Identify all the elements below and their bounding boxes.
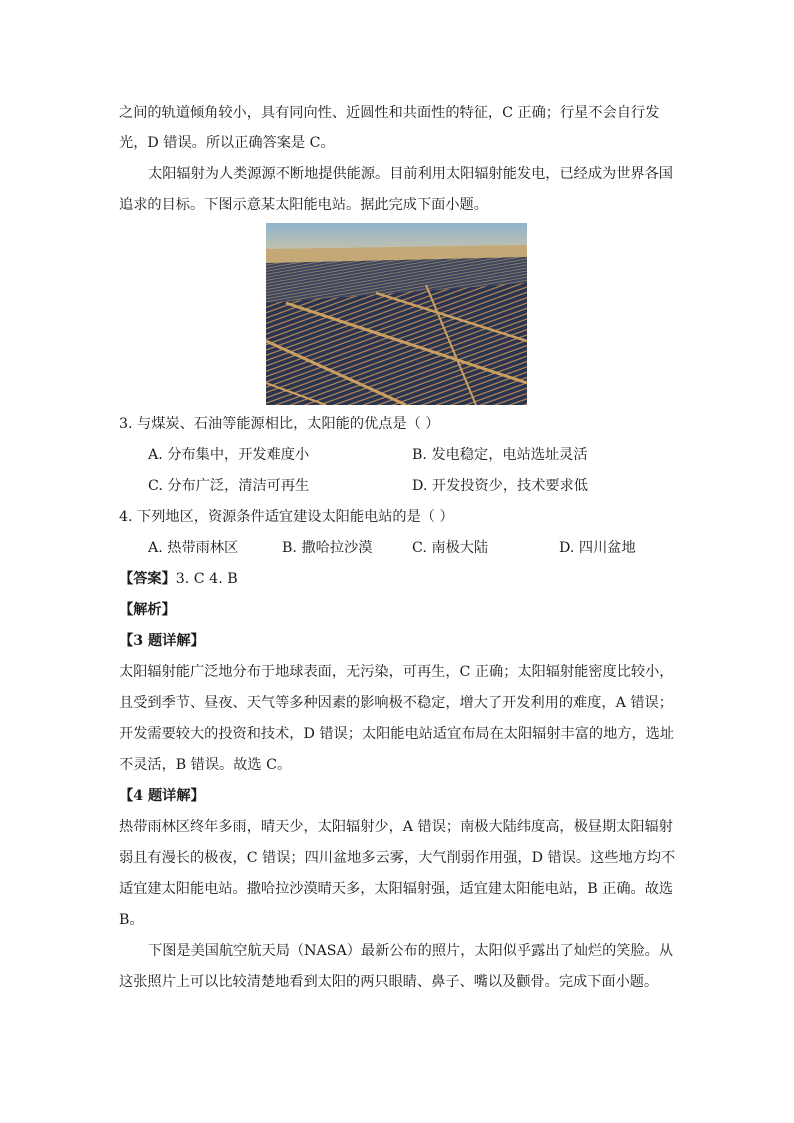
text-line: 开发需要较大的投资和技术，D 错误；太阳能电站适宜布局在太阳辐射丰富的地方，选址 [119,726,675,742]
question-4-option-c: C. 南极大陆 [412,540,489,556]
question-3-option-b: B. 发电稳定，电站选址灵活 [412,447,588,463]
text-line: 之间的轨道倾角较小，具有同向性、近圆性和共面性的特征，C 正确；行星不会自行发 [119,105,660,121]
text-line: 且受到季节、昼夜、天气等多种因素的影响极不稳定，增大了开发利用的难度，A 错误； [119,695,673,711]
solar-station-photo [266,223,527,405]
text-line: 追求的目标。下图示意某太阳能电站。据此完成下面小题。 [119,197,488,213]
text-line: 下图是美国航空航天局（NASA）最新公布的照片，太阳似乎露出了灿烂的笑脸。从 [148,943,674,959]
text-line: 这张照片上可以比较清楚地看到太阳的两只眼睛、鼻子、嘴以及颧骨。完成下面小题。 [119,974,659,990]
text-line: 弱且有漫长的极夜，C 错误；四川盆地多云雾，大气削弱作用强，D 错误。这些地方均不 [119,850,676,866]
question-3-option-d: D. 开发投资少，技术要求低 [412,478,588,494]
text-line: 不灵活，B 错误。故选 C。 [119,757,292,773]
text-line: 光，D 错误。所以正确答案是 C。 [119,135,335,151]
text-line: B。 [119,912,144,928]
detail-4-label: 【4 题详解】 [119,788,205,804]
text-line: 适宜建太阳能电站。撒哈拉沙漠晴天多，太阳辐射强，适宜建太阳能电站，B 正确。故选 [119,881,674,897]
analysis-label: 【解析】 [119,602,176,618]
text-line: 太阳辐射为人类源源不断地提供能源。目前利用太阳辐射能发电，已经成为世界各国 [148,166,673,182]
question-4-option-a: A. 热带雨林区 [148,540,239,556]
detail-3-label: 【3 题详解】 [119,633,205,649]
answer-label: 【答案】 [119,571,176,587]
question-3-option-c: C. 分布广泛，清洁可再生 [148,478,310,494]
question-4-stem: 4. 下列地区，资源条件适宜建设太阳能电站的是（ ） [119,509,454,525]
question-4-option-b: B. 撒哈拉沙漠 [282,540,373,556]
question-3-option-a: A. 分布集中，开发难度小 [148,447,310,463]
answer-text: 3. C 4. B [175,571,238,587]
question-4-option-d: D. 四川盆地 [559,540,636,556]
question-3-stem: 3. 与煤炭、石油等能源相比，太阳能的优点是（ ） [119,416,440,432]
text-line: 太阳辐射能广泛地分布于地球表面，无污染，可再生，C 正确；太阳辐射能密度比较小， [119,664,674,680]
answer-row [119,569,238,589]
text-line: 热带雨林区终年多雨，晴天少，太阳辐射少，A 错误；南极大陆纬度高，极昼期太阳辐射 [119,819,673,835]
